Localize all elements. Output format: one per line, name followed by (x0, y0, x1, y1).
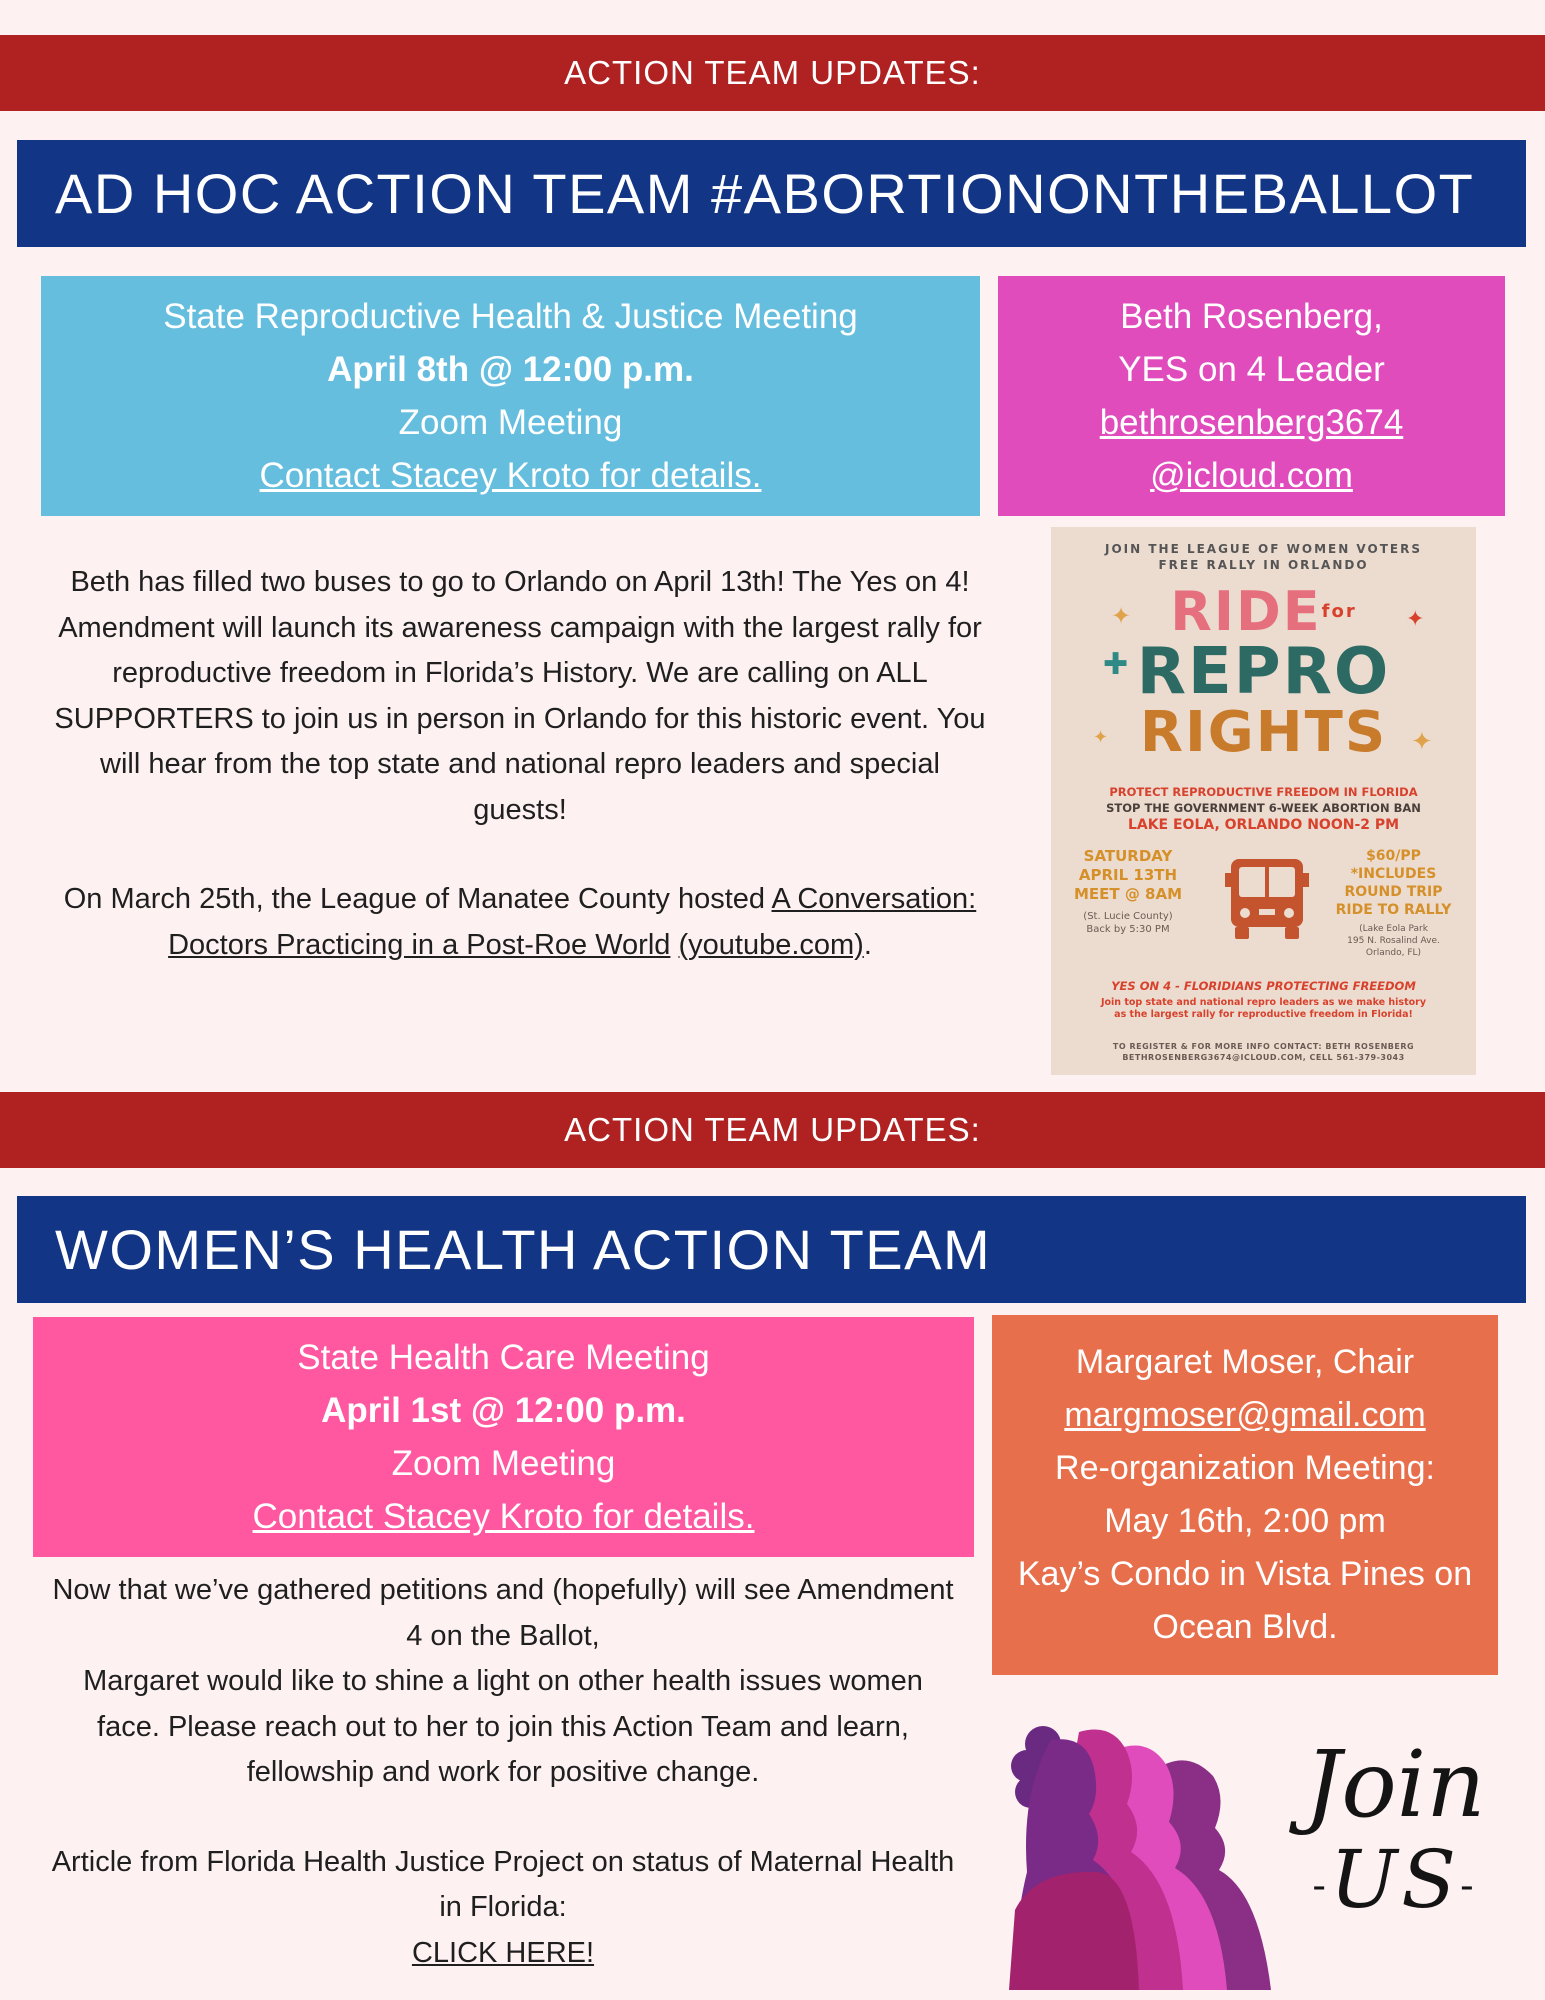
poster-date1: SATURDAY (1083, 847, 1173, 865)
join-word: Join (1304, 1731, 1486, 1838)
poster-date-block (1063, 847, 1193, 936)
poster-join-line2: as the largest rally for reproductive freedom in Florida! (1114, 1009, 1413, 1020)
poster-register-line2: BETHROSENBERG3674@ICLOUD.COM, CELL 561-379-3043 (1122, 1053, 1405, 1062)
article-paragraph: Article from Florida Health Justice Project on status of Maternal Health in Florida: (51, 1845, 955, 1923)
sparkle-icon: ✦ (1111, 602, 1132, 630)
poster-header-line1: JOIN THE LEAGUE OF WOMEN VOTERS (1105, 542, 1422, 556)
poster-date2: APRIL 13TH (1078, 866, 1178, 884)
click-here-link[interactable]: CLICK HERE! (411, 1936, 595, 1969)
chair-name: Margaret Moser, Chair (1075, 1343, 1415, 1381)
dash-left-icon: - (1312, 1863, 1330, 1909)
rally-paragraph: Beth has filled two buses to go to Orlando on April 13th! The Yes on 4! Amendment will launch its awareness campaign with the largest rally for reproductive freedom in Florida’s History. We are calling on ALL SUPPORTERS to join us in person in Orlando for this historic event. You will hear from the top state and national repro leaders and special guests! (54, 566, 986, 826)
for-word: for (1321, 601, 1357, 622)
poster-where: LAKE EOLA, ORLANDO NOON-2 PM (1127, 817, 1400, 833)
health-care-meeting-card (33, 1317, 974, 1557)
poster-addr2: 195 N. Rosalind Ave. (1347, 936, 1440, 946)
poster-price1: $60/PP (1366, 848, 1421, 864)
leader-role: YES on 4 Leader (1118, 350, 1385, 389)
womens-health-text (50, 1568, 956, 1976)
contact-stacey-link-2[interactable]: Contact Stacey Kroto for details. (252, 1497, 755, 1536)
womens-health-title-bar (17, 1196, 1526, 1303)
bus-rally-text (50, 560, 990, 968)
women-silhouettes-illustration (1005, 1710, 1275, 1990)
bus-icon (1225, 855, 1309, 945)
poster-title-rights: RIGHTS (1139, 700, 1388, 765)
meeting-name: State Health Care Meeting (297, 1338, 710, 1377)
doctors-conversation-link[interactable]: A Conversation: Doctors Practicing in a Post-Roe World (168, 883, 977, 961)
poster-yes-on-4: YES ON 4 - FLORIDIANS PROTECTING FREEDOM (1111, 979, 1416, 993)
poster-county: (St. Lucie County) (1083, 911, 1173, 922)
petition-paragraph-b: Margaret would like to shine a light on other health issues women face. Please reach out to her to join this Action Team and learn, fellowship and work for positive change. (83, 1665, 923, 1788)
poster-register-line1: TO REGISTER & FOR MORE INFO CONTACT: BETH ROSENBERG (1112, 1042, 1415, 1051)
meeting-type: Zoom Meeting (398, 403, 623, 442)
petition-paragraph-a: Now that we’ve gathered petitions and (hopefully) will see Amendment 4 on the Ballot, (52, 1574, 954, 1652)
period: . (863, 928, 872, 961)
ad-hoc-team-title-bar (17, 140, 1526, 247)
meeting-date: April 1st @ 12:00 p.m. (321, 1391, 686, 1430)
poster-date3: MEET @ 8AM (1073, 885, 1183, 903)
section-title: AD HOC ACTION TEAM #ABORTIONONTHEBALLOT (55, 162, 1475, 225)
meeting-date: April 8th @ 12:00 p.m. (327, 350, 694, 389)
poster-addr1: (Lake Eola Park (1359, 924, 1428, 934)
leader-email-link[interactable]: bethrosenberg3674 (1099, 403, 1404, 442)
ride-word: RIDE (1170, 580, 1322, 643)
contact-stacey-link[interactable]: Contact Stacey Kroto for details. (259, 456, 762, 495)
youtube-link[interactable]: (youtube.com) (678, 928, 864, 961)
poster-price3: ROUND TRIP (1344, 884, 1443, 900)
poster-price4: RIDE TO RALLY (1335, 902, 1452, 918)
dash-right-icon: - (1460, 1863, 1478, 1909)
leader-contact-card (998, 276, 1505, 516)
sparkle-icon: ✦ (1411, 727, 1433, 757)
poster-back: Back by 5:30 PM (1086, 924, 1170, 935)
reorg-meeting-location: Kay’s Condo in Vista Pines on (1017, 1555, 1473, 1593)
manatee-paragraph (50, 877, 990, 968)
us-word (1280, 1835, 1510, 1931)
poster-price-block (1321, 847, 1466, 959)
poster-join-line1: Join top state and national repro leaders as we make history (1100, 997, 1427, 1008)
ride-for-repro-rights-poster (1051, 527, 1476, 1075)
action-team-updates-banner-2 (0, 1092, 1545, 1168)
banner-text: ACTION TEAM UPDATES: (564, 1111, 981, 1148)
poster-addr3: Orlando, FL) (1365, 948, 1422, 958)
poster-title-ride (1051, 582, 1476, 642)
meeting-name: State Reproductive Health & Justice Meeting (163, 297, 858, 336)
poster-header (1051, 541, 1476, 573)
reorg-meeting-date: May 16th, 2:00 pm (1104, 1502, 1386, 1540)
manatee-text: On March 25th, the League of Manatee County hosted (63, 883, 772, 915)
meeting-type: Zoom Meeting (391, 1444, 616, 1483)
poster-protect: PROTECT REPRODUCTIVE FREEDOM IN FLORIDA (1109, 785, 1418, 799)
join-us-lettering (1280, 1731, 1510, 1965)
leader-name: Beth Rosenberg, (1120, 297, 1383, 336)
section-title: WOMEN’S HEALTH ACTION TEAM (55, 1218, 992, 1281)
poster-header-line2: FREE RALLY IN ORLANDO (1158, 558, 1369, 572)
poster-price2: *INCLUDES (1350, 866, 1437, 882)
chair-email-link[interactable]: margmoser@gmail.com (1064, 1396, 1426, 1434)
us-text: US (1329, 1833, 1461, 1926)
banner-text: ACTION TEAM UPDATES: (564, 54, 981, 91)
sparkle-icon: ✦ (1406, 607, 1425, 632)
reproductive-meeting-card (41, 276, 980, 516)
poster-stop: STOP THE GOVERNMENT 6-WEEK ABORTION BAN (1106, 801, 1421, 815)
reorg-meeting-label: Re-organization Meeting: (1055, 1449, 1435, 1487)
poster-title-repro: REPRO (1136, 635, 1391, 709)
sparkle-icon: ✦ (1093, 727, 1109, 748)
leader-email-domain-link[interactable]: @icloud.com (1150, 456, 1353, 495)
plus-icon: ✚ (1103, 647, 1129, 682)
reorg-meeting-street: Ocean Blvd. (1152, 1608, 1338, 1646)
action-team-updates-banner (0, 35, 1545, 111)
chair-contact-card (992, 1315, 1498, 1675)
